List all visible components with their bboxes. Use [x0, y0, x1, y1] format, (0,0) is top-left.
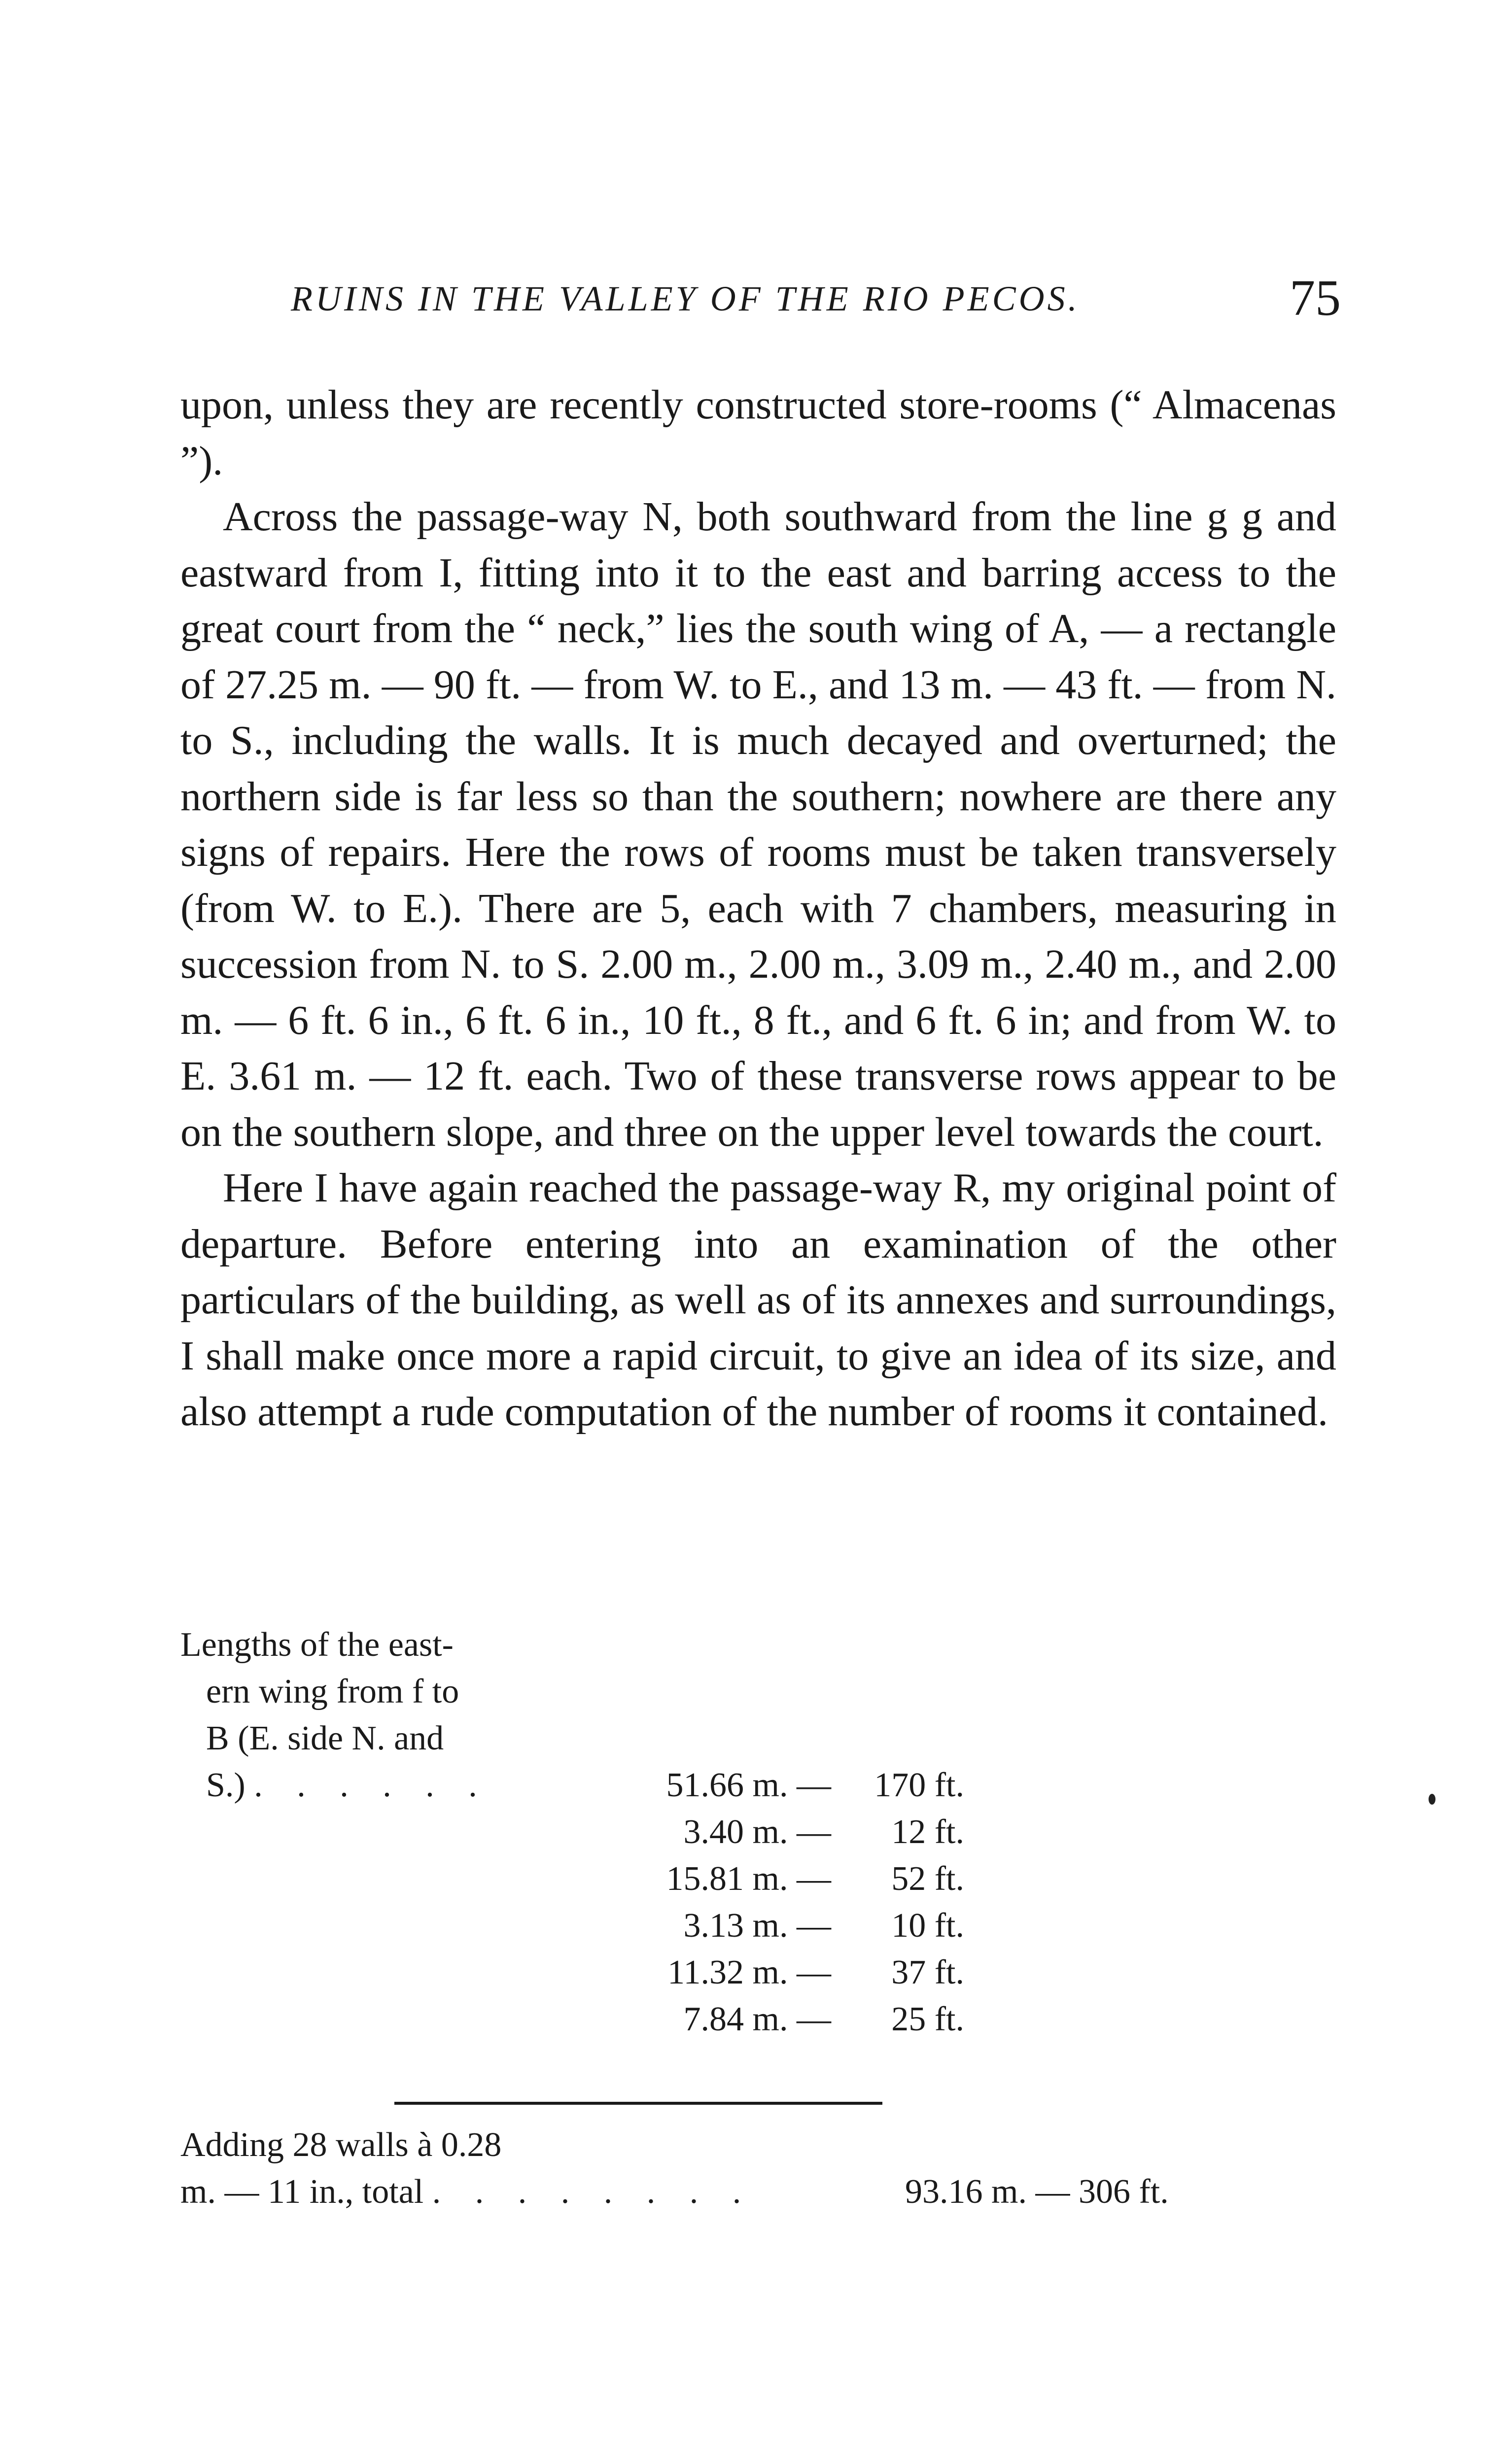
meters-cell: 15.81 m. — [666, 1860, 831, 1898]
print-speck [1429, 1794, 1435, 1805]
feet-cell: 170 ft. [874, 1766, 964, 1804]
table-label [180, 1621, 555, 1809]
label-line: Lengths of the east- [180, 1626, 454, 1664]
table-row [575, 1809, 1058, 1855]
total-block [180, 2122, 1314, 2215]
table-row [575, 1949, 1058, 1996]
body-text [180, 377, 1336, 1440]
feet-cell: 37 ft. [891, 1953, 964, 1991]
table-row [575, 1996, 1058, 2043]
running-title: RUINS IN THE VALLEY OF THE RIO PECOS. [291, 279, 1080, 318]
meters-cell: 11.32 m. — [667, 1953, 831, 1991]
feet-cell: 52 ft. [891, 1860, 964, 1898]
meters-cell: 51.66 m. — [666, 1766, 831, 1804]
sum-rule [394, 2102, 882, 2105]
label-line: ern wing from f to [206, 1673, 459, 1711]
meters-cell: 7.84 m. — [683, 2000, 831, 2038]
table-values [575, 1762, 1058, 2043]
total-row [180, 2168, 1314, 2215]
label-text: S.) [206, 1766, 245, 1804]
table-row [575, 1902, 1058, 1949]
leader-dots: . . . . . . . . [432, 2173, 754, 2211]
table-row [575, 1855, 1058, 1902]
paragraph-1: upon, unless they are recently constructed store-rooms (“ Almacenas ”). [180, 382, 1336, 484]
page-number: 75 [1290, 270, 1341, 326]
leader-dots: . . . . . . [254, 1766, 490, 1804]
running-head [291, 270, 1341, 338]
feet-cell: 25 ft. [891, 2000, 964, 2038]
meters-cell: 3.40 m. — [683, 1813, 831, 1851]
feet-cell: 10 ft. [891, 1907, 964, 1945]
table-row [575, 1762, 1058, 1809]
meters-cell: 3.13 m. — [683, 1907, 831, 1945]
total-label: Adding 28 walls à 0.28 [180, 2126, 502, 2164]
total-value: 93.16 m. — 306 ft. [905, 2173, 1169, 2211]
total-label-2: m. — 11 in., total [180, 2173, 424, 2211]
paragraph-2: Across the passage-way N, both southward from the line g g and eastward from I, fitting into it to the east and barring access to the great court from the “ neck,” lies the south wing of A, — a rectangle of 27.25 m. — 90 ft. — from W. to E., and 13 m. — 43 ft. — from N. to S., including the walls. It is much decayed and overturned; the northern side is far less so than the southern; nowhere are there any signs of repairs. Here the rows of rooms must be taken transversely (from W. to E.). There are 5, each with 7 chambers, measuring in succession from N. to S. 2.00 m., 2.00 m., 3.09 m., 2.40 m., and 2.00 m. — 6 ft. 6 in., 6 ft. 6 in., 10 ft., 8 ft., and 6 ft. 6 in; and from W. to E. 3.61 m. — 12 ft. each. Two of these transverse rows appear to be on the southern slope, and three on the upper level towards the court. [180, 494, 1336, 1155]
feet-cell: 12 ft. [891, 1813, 964, 1851]
label-line [180, 1762, 555, 1809]
label-line: B (E. side N. and [206, 1719, 444, 1757]
paragraph-3: Here I have again reached the passage-way R, my original point of departure. Before entering into an examination of the other particulars of the building, as well as of its annexes and surroundings, I shall make once more a rapid circuit, to give an idea of its size, and also attempt a rude computation of the number of rooms it contained. [180, 1165, 1336, 1435]
